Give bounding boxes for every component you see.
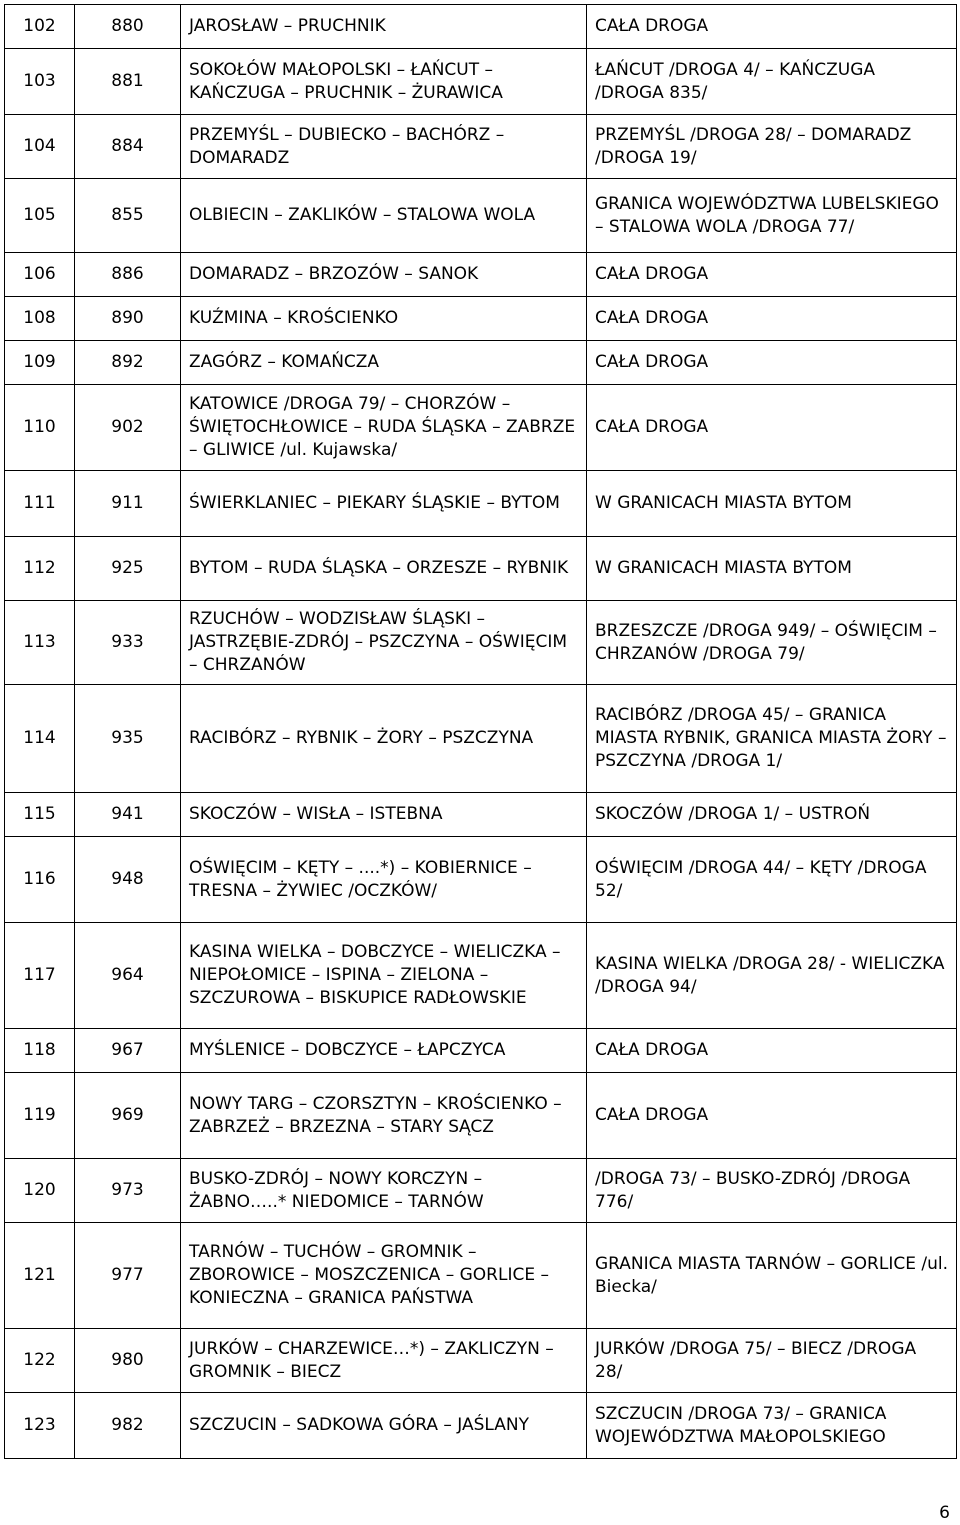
road-range: CAŁA DROGA (587, 1029, 957, 1073)
table-row (5, 685, 957, 793)
row-number: 103 (5, 49, 75, 115)
road-route: PRZEMYŚL – DUBIECKO – BACHÓRZ – DOMARADZ (181, 115, 587, 179)
road-number: 880 (75, 5, 181, 49)
road-route: BUSKO-ZDRÓJ – NOWY KORCZYN – ŻABNO…..* NIEDOMICE – TARNÓW (181, 1159, 587, 1223)
road-range: W GRANICACH MIASTA BYTOM (587, 471, 957, 537)
road-range: RACIBÓRZ /DROGA 45/ – GRANICA MIASTA RYBNIK, GRANICA MIASTA ŻORY – PSZCZYNA /DROGA 1/ (587, 685, 957, 793)
road-number: 925 (75, 537, 181, 601)
table-row (5, 1329, 957, 1393)
row-number: 108 (5, 297, 75, 341)
road-number: 884 (75, 115, 181, 179)
table-row (5, 115, 957, 179)
row-number: 123 (5, 1393, 75, 1459)
row-number: 120 (5, 1159, 75, 1223)
road-range: CAŁA DROGA (587, 1073, 957, 1159)
row-number: 119 (5, 1073, 75, 1159)
row-number: 110 (5, 385, 75, 471)
table-row (5, 923, 957, 1029)
table-row (5, 385, 957, 471)
road-route: OŚWIĘCIM – KĘTY – ....*) – KOBIERNICE – TRESNA – ŻYWIEC /OCZKÓW/ (181, 837, 587, 923)
road-range: CAŁA DROGA (587, 253, 957, 297)
row-number: 122 (5, 1329, 75, 1393)
table-row (5, 601, 957, 685)
road-range: BRZESZCZE /DROGA 949/ – OŚWIĘCIM – CHRZANÓW /DROGA 79/ (587, 601, 957, 685)
table-row (5, 341, 957, 385)
road-number: 941 (75, 793, 181, 837)
road-number: 967 (75, 1029, 181, 1073)
road-number: 935 (75, 685, 181, 793)
road-range: OŚWIĘCIM /DROGA 44/ – KĘTY /DROGA 52/ (587, 837, 957, 923)
road-route: RZUCHÓW – WODZISŁAW ŚLĄSKI – JASTRZĘBIE-ZDRÓJ – PSZCZYNA – OŚWIĘCIM – CHRZANÓW (181, 601, 587, 685)
road-route: JURKÓW – CHARZEWICE…*) – ZAKLICZYN – GROMNIK – BIECZ (181, 1329, 587, 1393)
road-route: RACIBÓRZ – RYBNIK – ŻORY – PSZCZYNA (181, 685, 587, 793)
road-number: 890 (75, 297, 181, 341)
road-route: KASINA WIELKA – DOBCZYCE – WIELICZKA – NIEPOŁOMICE – ISPINA – ZIELONA – SZCZUROWA – BISKUPICE RADŁOWSKIE (181, 923, 587, 1029)
table-row (5, 49, 957, 115)
road-range: /DROGA 73/ – BUSKO-ZDRÓJ /DROGA 776/ (587, 1159, 957, 1223)
row-number: 117 (5, 923, 75, 1029)
row-number: 113 (5, 601, 75, 685)
table-row (5, 837, 957, 923)
road-list-body (5, 5, 957, 1459)
table-row (5, 471, 957, 537)
road-route: SZCZUCIN – SADKOWA GÓRA – JAŚLANY (181, 1393, 587, 1459)
row-number: 114 (5, 685, 75, 793)
road-number: 969 (75, 1073, 181, 1159)
page-number: 6 (939, 1503, 950, 1523)
road-range: GRANICA MIASTA TARNÓW – GORLICE /ul. Biecka/ (587, 1223, 957, 1329)
road-number: 881 (75, 49, 181, 115)
road-range: SKOCZÓW /DROGA 1/ – USTROŃ (587, 793, 957, 837)
road-number: 886 (75, 253, 181, 297)
road-route: MYŚLENICE – DOBCZYCE – ŁAPCZYCA (181, 1029, 587, 1073)
road-range: SZCZUCIN /DROGA 73/ – GRANICA WOJEWÓDZTWA MAŁOPOLSKIEGO (587, 1393, 957, 1459)
row-number: 104 (5, 115, 75, 179)
road-number: 964 (75, 923, 181, 1029)
row-number: 105 (5, 179, 75, 253)
road-route: KUŹMINA – KROŚCIENKO (181, 297, 587, 341)
table-row (5, 793, 957, 837)
table-row (5, 1073, 957, 1159)
road-number: 892 (75, 341, 181, 385)
road-number: 855 (75, 179, 181, 253)
road-number: 980 (75, 1329, 181, 1393)
road-route: KATOWICE /DROGA 79/ – CHORZÓW – ŚWIĘTOCHŁOWICE – RUDA ŚLĄSKA – ZABRZE – GLIWICE /ul. Kujawska/ (181, 385, 587, 471)
road-list-table (4, 4, 957, 1459)
road-route: ZAGÓRZ – KOMAŃCZA (181, 341, 587, 385)
road-number: 902 (75, 385, 181, 471)
road-route: JAROSŁAW – PRUCHNIK (181, 5, 587, 49)
road-range: CAŁA DROGA (587, 341, 957, 385)
road-number: 977 (75, 1223, 181, 1329)
road-route: DOMARADZ – BRZOZÓW – SANOK (181, 253, 587, 297)
table-row (5, 297, 957, 341)
table-row (5, 5, 957, 49)
table-row (5, 1159, 957, 1223)
road-route: SKOCZÓW – WISŁA – ISTEBNA (181, 793, 587, 837)
road-route: TARNÓW – TUCHÓW – GROMNIK – ZBOROWICE – MOSZCZENICA – GORLICE – KONIECZNA – GRANICA PAŃSTWA (181, 1223, 587, 1329)
row-number: 116 (5, 837, 75, 923)
road-route: ŚWIERKLANIEC – PIEKARY ŚLĄSKIE – BYTOM (181, 471, 587, 537)
table-row (5, 1029, 957, 1073)
road-number: 982 (75, 1393, 181, 1459)
table-row (5, 1393, 957, 1459)
road-number: 933 (75, 601, 181, 685)
road-range: CAŁA DROGA (587, 297, 957, 341)
road-number: 948 (75, 837, 181, 923)
road-range: GRANICA WOJEWÓDZTWA LUBELSKIEGO – STALOWA WOLA /DROGA 77/ (587, 179, 957, 253)
road-number: 973 (75, 1159, 181, 1223)
road-range: W GRANICACH MIASTA BYTOM (587, 537, 957, 601)
row-number: 111 (5, 471, 75, 537)
row-number: 115 (5, 793, 75, 837)
road-range: KASINA WIELKA /DROGA 28/ - WIELICZKA /DROGA 94/ (587, 923, 957, 1029)
table-row (5, 179, 957, 253)
table-row (5, 1223, 957, 1329)
road-number: 911 (75, 471, 181, 537)
row-number: 109 (5, 341, 75, 385)
road-route: OLBIECIN – ZAKLIKÓW – STALOWA WOLA (181, 179, 587, 253)
table-row (5, 537, 957, 601)
row-number: 102 (5, 5, 75, 49)
road-route: SOKOŁÓW MAŁOPOLSKI – ŁAŃCUT – KAŃCZUGA – PRUCHNIK – ŻURAWICA (181, 49, 587, 115)
road-route: NOWY TARG – CZORSZTYN – KROŚCIENKO – ZABRZEŻ – BRZEZNA – STARY SĄCZ (181, 1073, 587, 1159)
road-range: CAŁA DROGA (587, 5, 957, 49)
road-range: CAŁA DROGA (587, 385, 957, 471)
road-range: JURKÓW /DROGA 75/ – BIECZ /DROGA 28/ (587, 1329, 957, 1393)
table-row (5, 253, 957, 297)
road-route: BYTOM – RUDA ŚLĄSKA – ORZESZE – RYBNIK (181, 537, 587, 601)
row-number: 112 (5, 537, 75, 601)
row-number: 121 (5, 1223, 75, 1329)
road-range: ŁAŃCUT /DROGA 4/ – KAŃCZUGA /DROGA 835/ (587, 49, 957, 115)
road-range: PRZEMYŚL /DROGA 28/ – DOMARADZ /DROGA 19/ (587, 115, 957, 179)
row-number: 106 (5, 253, 75, 297)
row-number: 118 (5, 1029, 75, 1073)
